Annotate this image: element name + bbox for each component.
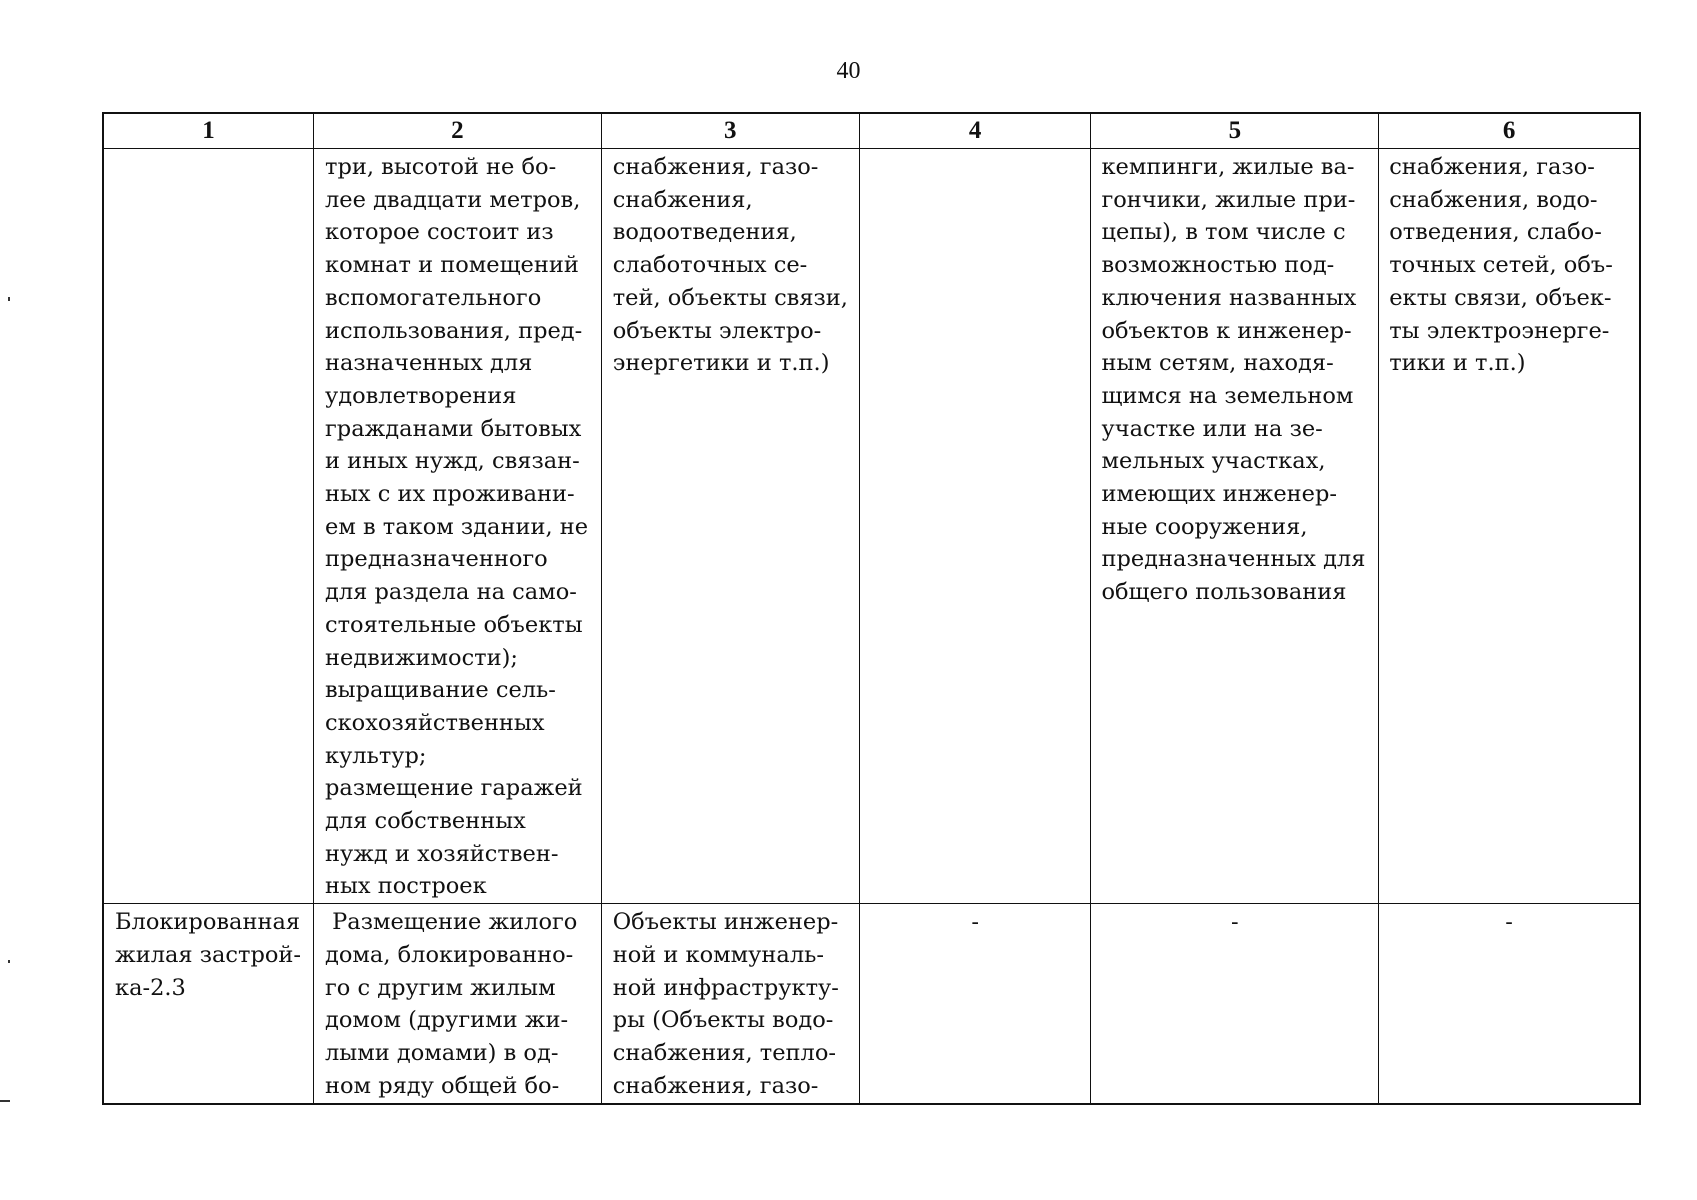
cell-text: Объекты инженер- ной и коммуналь- ной инфраструкту- ры (Объекты водо- снабжения, тепло- снабжения, газо-	[612, 909, 839, 1099]
cell-r1-c6	[1379, 149, 1640, 904]
column-header-5: 5	[1091, 113, 1379, 149]
cell-r1-c1	[103, 149, 314, 904]
column-header-4: 4	[859, 113, 1091, 149]
cell-r2-c5	[1091, 904, 1379, 1104]
table-header-row	[103, 113, 1640, 149]
cell-text: Размещение жилого дома, блокированно- го с другим жилым домом (другими жи- лыми домами) в од- ном ряду общей бо-	[325, 909, 578, 1099]
cell-r1-c2	[314, 149, 602, 904]
cell-text	[860, 149, 1091, 151]
cell-r1-c5	[1091, 149, 1379, 904]
column-header-2: 2	[314, 113, 602, 149]
cell-r2-c2	[314, 904, 602, 1104]
cell-r2-c6	[1379, 904, 1640, 1104]
table-row	[103, 149, 1640, 904]
table-row	[103, 904, 1640, 1104]
cell-r2-c4	[859, 904, 1091, 1104]
column-header-1: 1	[103, 113, 314, 149]
cell-r1-c3	[601, 149, 859, 904]
column-header-6: 6	[1379, 113, 1640, 149]
cell-text: кемпинги, жилые ва- гончики, жилые при- цепы), в том числе с возможностью под- ключения названных объектов к инженер- ным сетям, находя- щимся на земельном участке или на зе- мельных участках, имеющих инженер- ные сооружения, предназначенных для общего пользования	[1101, 154, 1366, 606]
cell-text: снабжения, газо- снабжения, водоотведения, слаботочных се- тей, объекты связи, объекты электро- энергетики и т.п.)	[612, 154, 848, 377]
cell-text: Блокированная жилая застрой- ка-2.3	[115, 909, 302, 1001]
cell-text: три, высотой не бо- лее двадцати метров, которое состоит из комнат и помещений вспомогательного использования, пред- назначенных для удовлетворения гражданами бытовых и иных нужд, связан- ных с их проживани- ем в таком здании, не предназначенного для раздела на само- стоятельные объекты недвижимости); выращивание сель- скохозяйственных культур; размещение гаражей для собственных нужд и хозяйствен- ных построек	[325, 154, 589, 900]
scan-mark	[8, 297, 10, 301]
cell-r1-c4	[859, 149, 1091, 904]
cell-text	[104, 149, 313, 151]
cell-text: снабжения, газо- снабжения, водо- отведения, слабо- точных сетей, объ- екты связи, объек- ты электроэнерге- тики и т.п.)	[1389, 154, 1613, 377]
column-header-3: 3	[601, 113, 859, 149]
scan-mark	[0, 1100, 10, 1102]
page-number: 40	[836, 58, 861, 84]
dash-placeholder: -	[971, 909, 979, 936]
cell-r2-c3	[601, 904, 859, 1104]
document-table	[102, 112, 1641, 1105]
dash-placeholder: -	[1505, 909, 1513, 936]
cell-r2-c1	[103, 904, 314, 1104]
dash-placeholder: -	[1231, 909, 1239, 936]
scan-mark	[8, 960, 10, 963]
